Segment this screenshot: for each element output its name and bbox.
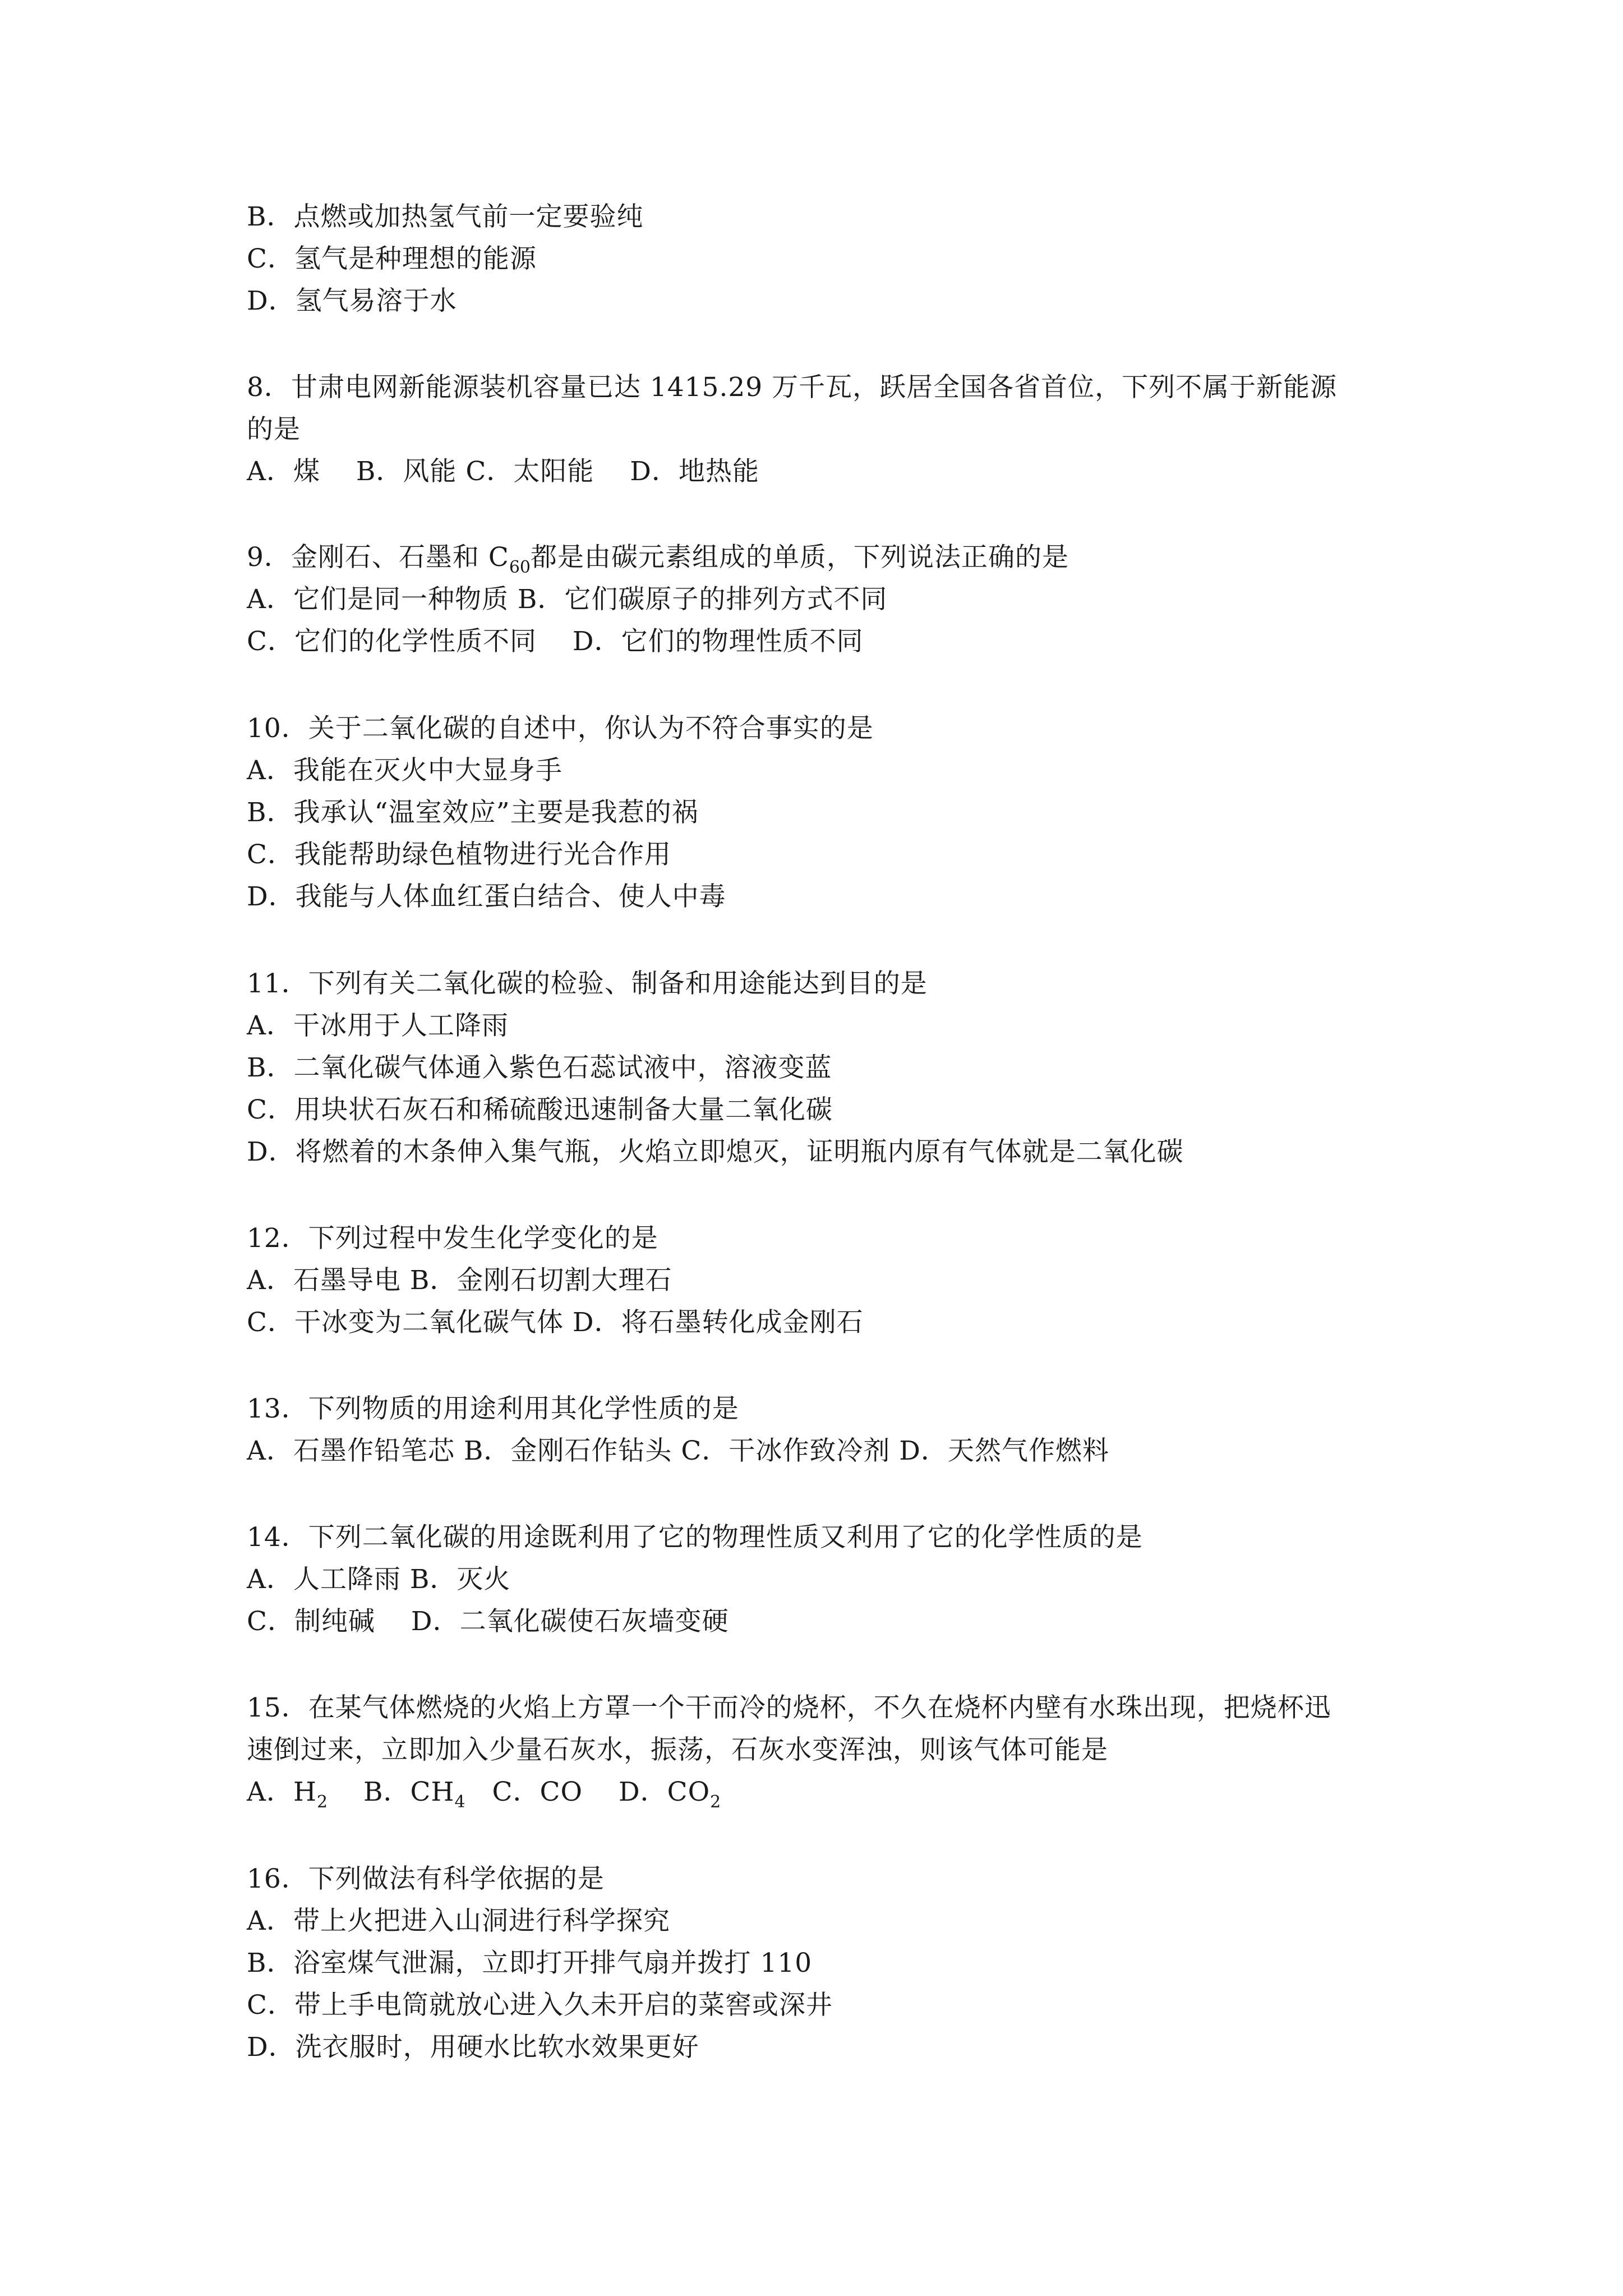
q14-stem: 14．下列二氧化碳的用途既利用了它的物理性质又利用了它的化学性质的是 bbox=[247, 1522, 1143, 1553]
q13-options: A．石墨作铅笔芯 B．金刚石作钻头 C．干冰作致冷剂 D．天然气作燃料 bbox=[247, 1435, 1109, 1466]
q10-stem: 10．关于二氧化碳的自述中，你认为不符合事实的是 bbox=[247, 713, 874, 744]
q15-option-a: A．H bbox=[247, 1777, 317, 1807]
q11-option-d: D．将燃着的木条伸入集气瓶，火焰立即熄灭，证明瓶内原有气体就是二氧化碳 bbox=[247, 1137, 1184, 1167]
q16-stem: 16．下列做法有科学依据的是 bbox=[247, 1864, 605, 1894]
q10-option-d: D．我能与人体血红蛋白结合、使人中毒 bbox=[247, 881, 726, 912]
q15-option-b-subscript: 4 bbox=[454, 1792, 465, 1812]
q9-stem bbox=[247, 541, 1069, 578]
q15-option-cd: C．CO D．CO bbox=[465, 1777, 711, 1807]
q14-options-ab: A．人工降雨 B．灭火 bbox=[247, 1564, 511, 1595]
q7-option-b: B．点燃或加热氢气前一定要验纯 bbox=[247, 201, 644, 232]
q16-option-b: B．浴室煤气泄漏，立即打开排气扇并拨打 110 bbox=[247, 1948, 813, 1978]
q9-options-cd: C．它们的化学性质不同 D．它们的物理性质不同 bbox=[247, 626, 864, 657]
q10-option-a: A．我能在灭火中大显身手 bbox=[247, 755, 562, 786]
q15-option-b: B．CH bbox=[328, 1777, 455, 1807]
q11-option-b: B．二氧化碳气体通入紫色石蕊试液中，溶液变蓝 bbox=[247, 1052, 832, 1083]
q8-options: A．煤 B．风能 C．太阳能 D．地热能 bbox=[247, 456, 759, 487]
q9-options-ab: A．它们是同一种物质 B．它们碳原子的排列方式不同 bbox=[247, 584, 888, 615]
q15-option-d-subscript: 2 bbox=[710, 1792, 721, 1812]
q12-options-ab: A．石墨导电 B．金刚石切割大理石 bbox=[247, 1265, 672, 1296]
q15-options bbox=[247, 1775, 721, 1812]
q15-option-a-subscript: 2 bbox=[316, 1792, 328, 1812]
q16-option-c: C．带上手电筒就放心进入久未开启的菜窖或深井 bbox=[247, 1990, 833, 2021]
q15-stem-line2: 速倒过来，立即加入少量石灰水，振荡，石灰水变浑浊，则该气体可能是 bbox=[247, 1734, 1108, 1765]
q10-option-c: C．我能帮助绿色植物进行光合作用 bbox=[247, 839, 671, 870]
q9-subscript: 60 bbox=[509, 558, 531, 577]
q7-option-c: C．氢气是种理想的能源 bbox=[247, 243, 537, 274]
q11-option-a: A．干冰用于人工降雨 bbox=[247, 1010, 509, 1041]
q15-stem-line1: 15．在某气体燃烧的火焰上方罩一个干而冷的烧杯，不久在烧杯内壁有水珠出现，把烧杯迅 bbox=[247, 1692, 1331, 1723]
q16-option-a: A．带上火把进入山洞进行科学探究 bbox=[247, 1906, 670, 1936]
q13-stem: 13．下列物质的用途利用其化学性质的是 bbox=[247, 1393, 739, 1424]
q10-option-b: B．我承认“温室效应”主要是我惹的祸 bbox=[247, 797, 699, 828]
q9-stem-suffix: 都是由碳元素组成的单质，下列说法正确的是 bbox=[531, 542, 1069, 573]
q8-stem-line1: 8．甘肃电网新能源装机容量已达 1415.29 万千瓦，跃居全国各省首位，下列不属于新能源 bbox=[247, 372, 1338, 403]
q8-stem-line2: 的是 bbox=[247, 414, 301, 445]
q16-option-d: D．洗衣服时，用硬水比软水效果更好 bbox=[247, 2032, 699, 2063]
q12-stem: 12．下列过程中发生化学变化的是 bbox=[247, 1223, 658, 1254]
q14-options-cd: C．制纯碱 D．二氧化碳使石灰墙变硬 bbox=[247, 1606, 729, 1637]
q12-options-cd: C．干冰变为二氧化碳气体 D．将石墨转化成金刚石 bbox=[247, 1307, 864, 1338]
q9-stem-prefix: 9．金刚石、石墨和 C bbox=[247, 542, 509, 573]
q7-option-d: D．氢气易溶于水 bbox=[247, 286, 457, 316]
q11-option-c: C．用块状石灰石和稀硫酸迅速制备大量二氧化碳 bbox=[247, 1094, 833, 1125]
q11-stem: 11．下列有关二氧化碳的检验、制备和用途能达到目的是 bbox=[247, 968, 928, 999]
